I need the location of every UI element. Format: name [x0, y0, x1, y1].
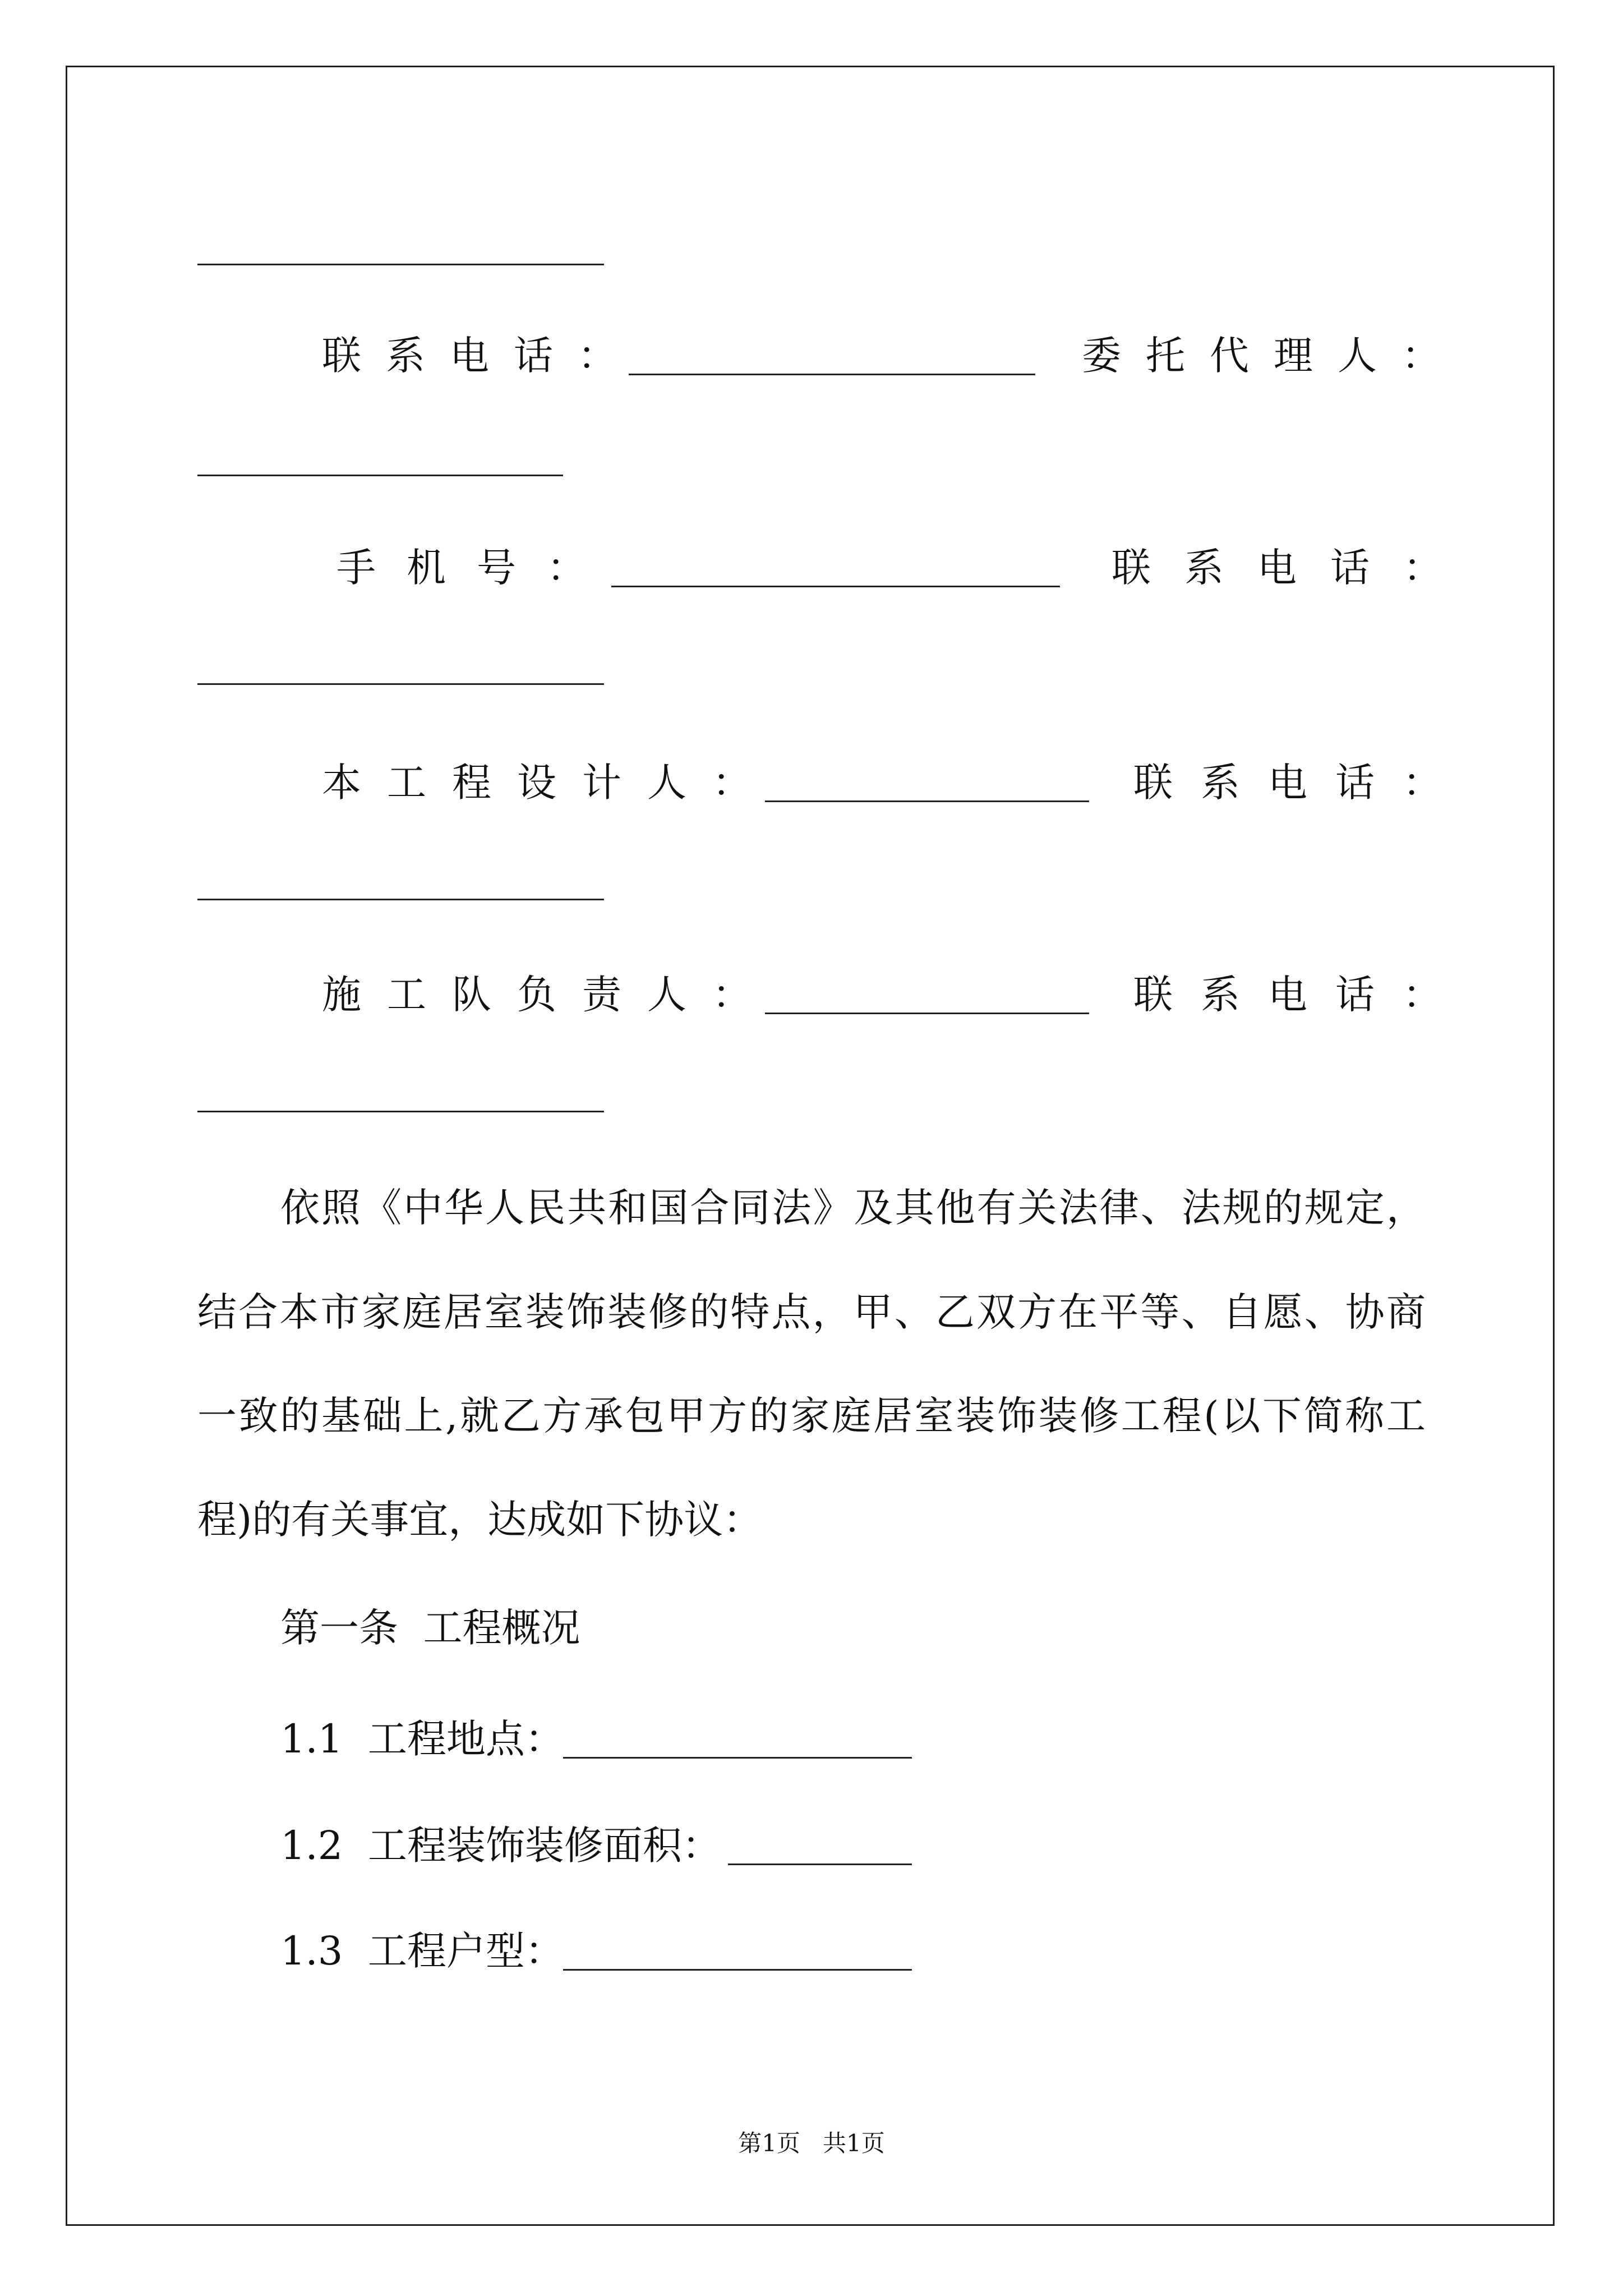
location-blank[interactable]	[563, 1757, 912, 1759]
designer-blank[interactable]	[765, 800, 1089, 802]
article-title: 第一条 工程概况	[280, 1605, 580, 1651]
preamble-line: 程)的有关事宜，达成如下协议：	[197, 1497, 763, 1543]
contact-phone-blank[interactable]	[197, 683, 604, 685]
layout-blank[interactable]	[563, 1969, 912, 1971]
contact-phone-label: 联系电话：	[1112, 545, 1476, 591]
mobile-label: 手机号：	[336, 545, 617, 591]
item-area: 1.2 工程装饰装修面积：	[280, 1823, 721, 1869]
contact-phone-label: 联系电话：	[1133, 972, 1470, 1018]
agent-blank[interactable]	[197, 475, 563, 476]
designer-label: 本工程设计人：	[322, 760, 777, 806]
page-border	[66, 66, 1555, 2226]
contact-phone-blank[interactable]	[197, 899, 604, 900]
blank-line	[197, 264, 604, 265]
team-leader-blank[interactable]	[765, 1013, 1089, 1014]
preamble-line: 一致的基础上,就乙方承包甲方的家庭居室装饰装修工程(以下简称工	[197, 1393, 1426, 1439]
agent-label: 委托代理人：	[1082, 333, 1465, 379]
item-layout: 1.3 工程户型：	[280, 1928, 564, 1974]
preamble-line: 结合本市家庭居室装饰装修的特点，甲、乙双方在平等、自愿、协商	[197, 1289, 1426, 1335]
area-blank[interactable]	[728, 1864, 912, 1865]
item-location: 1.1 工程地点：	[280, 1716, 564, 1762]
page-footer: 第1页 共1页	[738, 2129, 885, 2157]
preamble-line: 依照《中华人民共和国合同法》及其他有关法律、法规的规定，	[280, 1185, 1426, 1231]
contact-phone-label: 联系电话：	[322, 333, 642, 379]
mobile-blank[interactable]	[611, 586, 1060, 587]
team-leader-label: 施工队负责人：	[322, 972, 777, 1018]
contact-phone-blank[interactable]	[197, 1111, 604, 1112]
contact-phone-blank[interactable]	[629, 374, 1035, 375]
contact-phone-label: 联系电话：	[1133, 760, 1470, 806]
